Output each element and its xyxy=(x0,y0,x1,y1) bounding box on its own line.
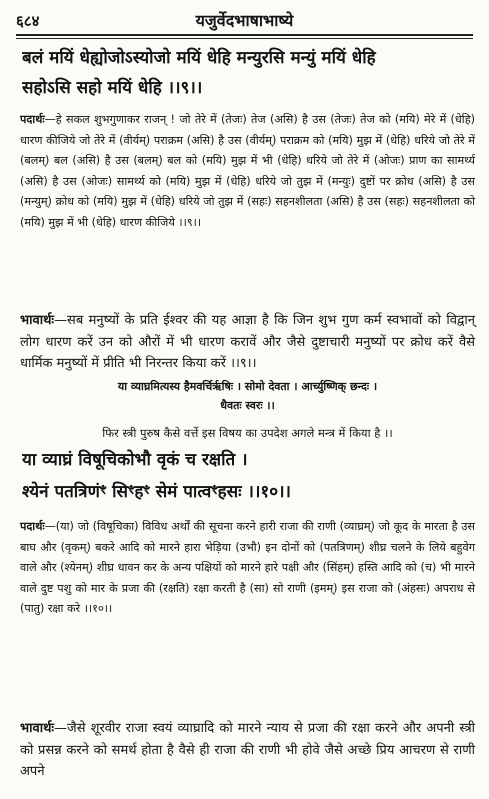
bhavartha-9 xyxy=(20,310,475,375)
mantra-9-line-1: बलं मयिं धेह्योजोऽस्योजो मयिं धेहि मन्युरसि मन्युं मयिं धेहि xyxy=(22,48,376,68)
metadata-line-2: धैवतः स्वरः ।। xyxy=(220,399,275,412)
bhavartha-label: भावार्थः xyxy=(20,313,55,328)
mantra-10-intro: फिर स्त्री पुरुष कैसे वर्त्ते इस विषय का उपदेश अगले मन्त्र में किया है ।। xyxy=(102,426,393,440)
padartha-text: —(या) जो (विषूचिका) विविध अर्थों की सूचना करने हारी राजा की राणी (व्याघ्रम्) जो कूद के मारता है उस बाघ और (वृकम्) बकरे आदि को मारने हारा भेड़िया (उभौ) इन दोनों को (पतत्रिणम्) शीघ्र चलने के लिये बहुवेग वाले और (श्येनम्) शीघ्र धावन कर के अन्य पक्षियों को मारने हारे पक्षी और (सिंहम्) हस्ति आदि को (च) भी मारने वाले दुष्ट पशु को मार के प्रजा की (रक्षति) रक्षा करती है (सा) सो राणी (इमम्) इस राजा को (अंहसः) अपराध से (पातु) रक्षा करे ।।१०।। xyxy=(20,520,475,616)
bhavartha-10 xyxy=(20,718,475,783)
padartha-text: —हे सकल शुभगुणाकर राजन् ! जो तेरे में (तेजः) तेज (असि) है उस (तेजः) तेज को (मयि) मेरे में (धेहि) धारण कीजिये जो तेरे में (वीर्यम्) पराक्रम (असि) है उस (वीर्यम्) पराक्रम को (मयि) मुझ में (धेहि) धरिये जो तेरे में (बलम्) बल (असि) है उस (बलम्) बल को (मयि) मुझ में भी (धेहि) धरिये जो तेरे में (ओजः) प्राण का सामर्थ्य (असि) है उस (ओजः) सामर्थ्य को (मयि) मुझ में (धेहि) धरिये जो तुझ में (मन्युः) दुष्टों पर क्रोध (असि) है उस (मन्युम्) क्रोध को (मयि) मुझ में (धेहि) धरिये जो तुझ में (सहः) सहनशीलता (असि) है उस (सहः) सहनशीलता को (मयि) मुझ में भी (धेहि) धारण कीजिये ।।९।। xyxy=(20,113,475,229)
running-title: यजुर्वेदभाषाभाष्ये xyxy=(195,11,294,30)
page-number: ६८४ xyxy=(16,12,40,30)
padartha-label: पदार्थः xyxy=(20,113,45,126)
mantra-10-line-2: श्येनं पतत्रिणंꣳ सिꣳहꣳ सेमं पात्वꣳहसः ।।१०।। xyxy=(22,482,291,502)
mantra-10-metadata xyxy=(20,377,475,415)
bhavartha-text: —जैसे शूरवीर राजा स्वयं व्याघ्रादि को मारने न्याय से प्रजा की रक्षा करने और अपनी स्त्री को प्रसन्न करने को समर्थ होता है वैसे ही राजा की राणी भी होवे जैसे अच्छे प्रिय आचरण से राणी अपने xyxy=(20,721,475,779)
padartha-9 xyxy=(20,110,475,234)
padartha-label: पदार्थः xyxy=(20,520,45,533)
metadata-line-1: या व्याघ्रमित्यस्य हैमवर्चिर्ऋषिः । सोमो देवता । आर्च्युष्णिक् छन्दः । xyxy=(117,380,378,393)
padartha-10 xyxy=(20,517,475,620)
header-rule-thin xyxy=(16,38,473,39)
mantra-10-line-1: या व्याघ्रं विषूचिकोभौ वृकं च रक्षति । xyxy=(22,450,248,470)
header-rule xyxy=(16,34,473,36)
bhavartha-label: भावार्थः xyxy=(20,721,55,736)
mantra-9-line-2: सहोऽसि सहो मयिं धेहि ।।९।। xyxy=(22,78,203,98)
page-header xyxy=(16,8,473,32)
bhavartha-text: —सब मनुष्यों के प्रति ईश्वर की यह आज्ञा है कि जिन शुभ गुण कर्म स्वभावों को विद्वान् लोग धारण करें उन को औरों में भी धारण करावें और जैसे दुष्टाचारी मनुष्यों पर क्रोध करें वैसे धार्मिक मनुष्यों में प्रीति भी निरन्तर किया करें ।।९।। xyxy=(20,313,475,371)
